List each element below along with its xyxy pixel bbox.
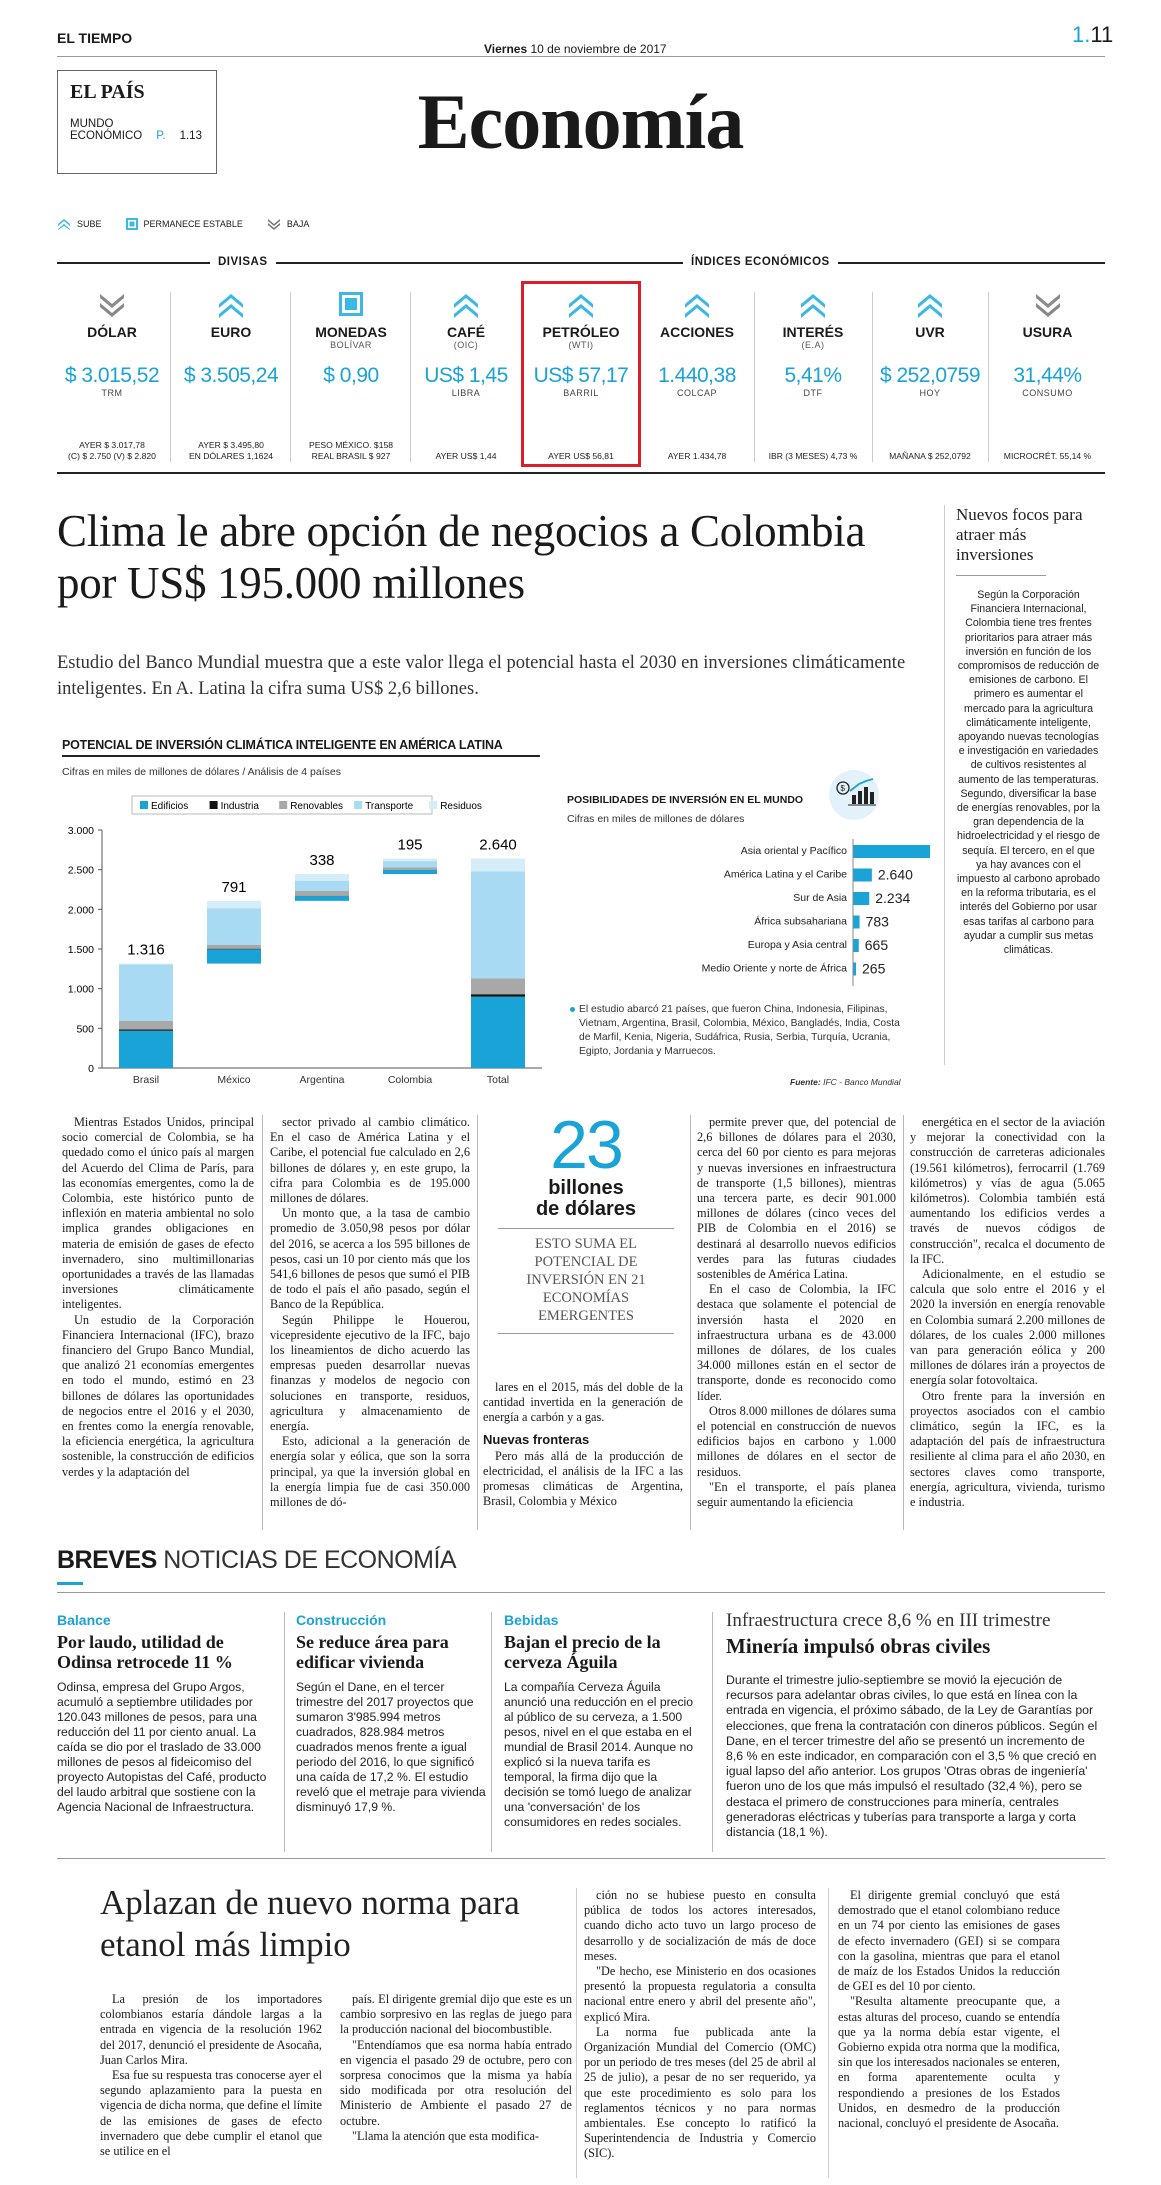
bar-total-label: 338 <box>309 852 335 870</box>
indicator-previous: MICROCRÉT. 55,14 % <box>1003 451 1092 461</box>
world-investment-bar-chart <box>560 835 930 995</box>
bar-segment-renovables <box>295 891 349 896</box>
paragraph: energética en el sector de la aviación y mejorar la conectividad con la construcción de carreteras adicionales (19.561 kilómetros), ferrocarril (1.769 kilómetros) y vías de agua (5.065 kilómetros). Colombia también está aumentando los edificios verdes a través de nuevos códigos de construcción", recalca el documento de la IFC. <box>910 1115 1105 1266</box>
trend-up-icon <box>57 218 71 230</box>
y-tick-label: 3.000 <box>67 825 94 837</box>
pull-unit: billones de dólares <box>535 1177 637 1220</box>
indicator-sub: (E.A) <box>801 340 825 350</box>
y-tick-label: 2.500 <box>67 864 94 877</box>
indicator-sub: BOLÍVAR <box>330 340 372 350</box>
chart1-legend <box>132 796 482 814</box>
x-tick-label: Argentina <box>299 1074 345 1086</box>
paragraph: La norma fue publicada ante la Organización Mundial del Comercio (OMC) por un periodo de tres meses (del 25 de abril al 25 de julio), a pesar de no ser requerido, ya que este procedimiento es solo para los reglamentos técnicos y no para normas ambientales. Ese concepto lo ratificó la Superintendencia de Industria y Comercio (SIC). <box>584 2024 816 2161</box>
pull-quote <box>486 1107 686 1334</box>
y-tick-label: 500 <box>76 1023 94 1036</box>
legend-label: Edificios <box>151 801 189 812</box>
chart1-title: POTENCIAL DE INVERSIÓN CLIMÁTICA INTELIGENTE EN AMÉRICA LATINA <box>62 738 540 757</box>
chart2-title: POSIBILIDADES DE INVERSIÓN EN EL MUNDO <box>567 794 804 806</box>
indicator-name: PETRÓLEO <box>542 324 620 340</box>
paragraph: Esto, adicional a la generación de energía solar y eólica, que son la sorra principal, ya que la inversión global en la energía limpia fue de casi 350.000 millones de dó- <box>270 1434 470 1510</box>
paragraph: ción no se hubiese puesto en consulta pública de todos los actores interesados, cuando dicho acto tuvo un largo proceso de desarrollo y de socialización de más de doce meses. <box>584 1888 816 1963</box>
indicator-8[interactable] <box>990 292 1105 462</box>
y-tick-label: 0 <box>88 1063 94 1075</box>
investment-stacked-chart <box>50 788 550 1088</box>
indicator-sub: (WTI) <box>568 340 594 350</box>
indicator-value: 1.440,38 <box>658 364 736 387</box>
bar-category-label: África subsahariana <box>754 915 847 928</box>
trend-up-icon <box>916 292 944 318</box>
bar-value-label: 265 <box>862 960 886 977</box>
bar-segment-transporte <box>295 881 349 891</box>
legend-swatch <box>354 801 362 809</box>
indicator-value: 5,41% <box>784 364 842 387</box>
indicator-previous: AYER $ 3.017,78 (C) $ 2.750 (V) $ 2.820 <box>68 440 156 461</box>
bar-value-label: 2.640 <box>877 866 913 883</box>
brief-bebidas[interactable] <box>504 1612 704 1830</box>
mundo-line1: MUNDO <box>70 118 114 130</box>
paragraph: Según Philippe le Houerou, vicepresidente ejecutivo de la IFC, bajo los lineamientos de dicho acuerdo las empresas pueden desarrollar nuevas finanzas y modelos de negocio con soluciones en transporte, residuos, agricultura y almacenamiento de energía. <box>270 1312 470 1434</box>
indicator-sub <box>990 340 1105 354</box>
bar-category-label: Asia oriental y Pacífico <box>740 845 847 857</box>
indices-header: ÍNDICES ECONÓMICOS <box>683 256 838 268</box>
bar-segment-industria <box>207 949 261 950</box>
indicator-name: MONEDAS <box>315 324 387 340</box>
brief-body: Según el Dane, en el tercer trimestre del 2017 proyectos que sumaron 3'985.994 metros cuadrados, 828.984 metros cuadrados menos frente a igual periodo del 2016, lo que significó una caída de 17,2 %. El estudio reveló que el metraje para vivienda disminuyó 17,9 %. <box>296 1680 486 1814</box>
bar-total-label: 791 <box>221 878 247 896</box>
indicator-value: US$ 57,17 <box>533 364 629 387</box>
etanol-col-2 <box>340 1992 572 2144</box>
indicator-2[interactable] <box>295 292 407 462</box>
indicator-unit: BARRIL <box>563 388 599 398</box>
bar-segment-transporte <box>383 861 437 867</box>
indicator-value: $ 252,0759 <box>879 364 981 387</box>
indicator-previous: PESO MÉXICO. $158 REAL BRASIL $ 927 <box>308 440 394 461</box>
bar <box>853 892 869 905</box>
brief-kicker: Balance <box>57 1612 111 1628</box>
legend-label: Transporte <box>365 801 414 812</box>
etanol-headline: Aplazan de nuevo norma para etanol más limpio <box>100 1883 520 1964</box>
trend-up-icon <box>683 292 711 318</box>
indicator-previous: MAÑANA $ 252,0792 <box>889 451 971 461</box>
indicator-sub: (OIC) <box>453 340 479 350</box>
bar <box>853 939 859 952</box>
mundo-line2: ECONÓMICO P. 1.13 <box>70 130 202 142</box>
indicator-name: UVR <box>915 324 945 340</box>
chart1-subtitle: Cifras en miles de millones de dólares / Análisis de 4 países <box>62 766 341 778</box>
indicator-name: DÓLAR <box>87 324 137 340</box>
paragraph: El dirigente gremial concluyó que está demostrado que el etanol colombiano reduce en un 74 por ciento las emisiones de gases de efecto invernadero (GEI) si se compara con la gasolina, mientras que para el etanol de maíz de los Estados Unidos la reducción de GEI es del 10 por ciento. <box>838 1888 1060 1994</box>
indicator-6[interactable] <box>757 292 869 462</box>
col3-subhead: Nuevas fronteras <box>483 1431 590 1447</box>
feature-title: Minería impulsó obras civiles <box>726 1634 991 1658</box>
indicator-sub <box>57 340 167 354</box>
brief-body: La compañía Cerveza Águila anunció una reducción en el precio al público de su cerveza, a 1.500 pesos, nivel en el que estaba en el mundial de Brasil 2014. Aunque no explicó si la nueva tarifa es temporal, la firma dijo que la decisión se tomó luego de analizar una 'conversación' de los consumidores en redes sociales. <box>504 1680 694 1829</box>
sidebar <box>956 505 1101 957</box>
bar-segment-residuos <box>207 901 261 908</box>
paragraph: Un monto que, a la tasa de cambio promedio de 3.050,98 pesos por dólar del 2016, se acerca a los 595 billones de pesos, casi un 10 por ciento más que los 541,6 billones de pesos que sumó el PIB de todo el país el año pasado, según el Banco de la República. <box>270 1206 470 1312</box>
x-tick-label: Brasil <box>132 1074 160 1086</box>
y-tick-label: 2.000 <box>67 904 94 917</box>
indicator-name: ACCIONES <box>660 324 734 340</box>
etanol-col-4 <box>838 1888 1060 2131</box>
bar-segment-edificios <box>295 896 349 901</box>
brief-title: Se reduce área para edificar vivienda <box>296 1632 449 1672</box>
indicator-5[interactable] <box>643 292 751 462</box>
bar-segment-transporte <box>207 908 261 944</box>
article-col-2 <box>270 1115 470 1510</box>
pull-number: 23 <box>550 1107 622 1183</box>
trend-stable-icon <box>337 292 365 318</box>
indicator-unit: DTF <box>803 388 823 398</box>
bar-category-label: Medio Oriente y norte de África <box>701 962 847 975</box>
indicator-previous: AYER $ 3.495,80 EN DÓLARES 1,1624 <box>188 440 274 461</box>
indicator-0[interactable] <box>57 292 167 462</box>
y-tick-label: 1.500 <box>67 944 94 956</box>
paragraph: permite prever que, del potencial de 2,6 billones de dólares para el 2030, cerca del 60 por ciento es para mejoras y nuevas inversiones en infraestructura de transporte (1,5 billones), mientras una tercera parte, es decir 901.000 millones de dólares (cinco veces del PIB de Colombia en el 2016) se destinará al desarrollo nuevos edificios verdes para las futuras ciudades sostenibles de América Latina. <box>697 1115 896 1282</box>
paragraph: En el caso de Colombia, la IFC destaca que solamente el potencial de inversión hasta el 2020 en infraestructura urbana es de 43.000 millones de dólares, de los cuales 34.000 millones están en el sector de transporte, donde es reconocido como líder. <box>697 1282 896 1403</box>
brief-construccion[interactable] <box>296 1612 492 1815</box>
petroleo-highlight-box <box>521 281 641 467</box>
bar-segment-renovables <box>471 978 525 994</box>
paper-name: EL TIEMPO <box>57 30 133 46</box>
x-tick-label: Colombia <box>387 1074 433 1086</box>
trend-up-icon <box>799 292 827 318</box>
bar-segment-renovables <box>119 1021 173 1030</box>
indicator-sub <box>875 340 985 354</box>
article-deck: Estudio del Banco Mundial muestra que a este valor llega el potencial hasta el 2030 en inversiones climáticamente inteligentes. En A. Latina la cifra suma US$ 2,6 billones. <box>57 653 906 699</box>
chart2-subtitle: Cifras en miles de millones de dólares <box>567 813 745 825</box>
trend-down-icon <box>98 292 126 318</box>
bar-segment-residuos <box>383 859 437 862</box>
trend-down-icon <box>1034 292 1062 318</box>
indicator-value: US$ 1,45 <box>424 364 508 387</box>
etanol-col-3 <box>584 1888 816 2162</box>
indicator-unit: LIBRA <box>451 388 481 398</box>
bar-value-label: 665 <box>864 937 889 953</box>
page-number: 1.11 <box>1072 22 1114 47</box>
paragraph: Adicionalmente, en el estudio se calcula que solo entre el 2016 y el 2020 la inversión en energía renovable en Colombia sumará 2.200 millones de dólares, de los cuales 2.000 millones van para generación eólica y 200 millones de dólares irán a proyectos de energía solar fotovoltaica. <box>910 1267 1105 1388</box>
legend-label: Renovables <box>290 801 344 812</box>
bar-segment-edificios <box>207 949 261 963</box>
bar-segment-transporte <box>119 964 173 1020</box>
bar-segment-residuos <box>119 964 173 965</box>
brief-infraestructura[interactable] <box>726 1610 1104 1840</box>
indicator-previous: AYER US$ 1,44 <box>435 451 497 461</box>
trend-up-icon <box>217 292 245 318</box>
indicator-previous: AYER US$ 56,81 <box>548 451 614 461</box>
breves-label: BREVES NOTICIAS DE ECONOMÍA <box>57 1546 457 1574</box>
bar-segment-residuos <box>295 874 349 881</box>
pull-text: ESTO SUMA EL POTENCIAL DE INVERSIÓN EN 21 ECONOMÍAS EMERGENTES <box>526 1236 646 1324</box>
chart2-note: El estudio abarcó 21 países, que fueron China, Indonesia, Filipinas, Vietnam, Argentina, Brasil, Colombia, México, Bangladés, India, Costa de Marfil, Kenia, Nigeria, Sudáfrica, Rusia, Serbia, Turquía, Ucrania, Egipto, Jordania y Marruecos. <box>570 1003 900 1059</box>
indicator-value: 31,44% <box>1013 364 1082 387</box>
indicator-value: $ 3.015,52 <box>64 364 160 387</box>
trend-stable-icon <box>126 218 138 230</box>
brief-title: Por laudo, utilidad de Odinsa retrocede 11 % <box>57 1632 233 1672</box>
paragraph: "Resulta altamente preocupante que, a estas alturas del proceso, cuando se entendía que ya la norma debía estar vigente, el Gobierno expida otra norma que la modifica, sin que los interesados nacionales se enteren, en forma aparentemente oculta y respondiendo a presiones de los Estados Unidos, en desmedro de la producción nacional, concluyó el presidente de Asocaña. <box>838 1994 1060 2131</box>
bar-segment-transporte <box>471 871 525 978</box>
bar-category-label: Europa y Asia central <box>747 939 847 951</box>
bar-category-label: América Latina y el Caribe <box>723 868 847 881</box>
legend-swatch <box>279 801 287 809</box>
y-tick-label: 1.000 <box>67 983 94 996</box>
indicator-value: $ 0,90 <box>323 364 379 387</box>
chart-source: Fuente: IFC - Banco Mundial <box>790 1077 901 1087</box>
brief-kicker: Construcción <box>296 1612 387 1628</box>
bar <box>853 916 860 929</box>
legend-swatch <box>210 801 218 809</box>
divisas-header: DIVISAS <box>210 256 276 268</box>
bar-total-label: 1.316 <box>127 941 165 959</box>
paragraph: Un estudio de la Corporación Financiera Internacional (IFC), brazo financiero del Grupo Banco Mundial, que analizó 21 economías emergentes en todo el mundo, estimó en 23 billones de dólares las oportunidades de negocios entre el 2016 y el 2030, en frentes como la energía renovable, la eficiencia energética, la agricultura sostenible, la construcción de edificios verdes y la adaptación del <box>62 1312 254 1479</box>
indicator-previous: AYER 1.434,78 <box>667 451 727 461</box>
article-col-3 <box>483 1380 683 1509</box>
bar-category-label: Sur de Asia <box>793 892 847 904</box>
article-col-1 <box>62 1115 254 1480</box>
paragraph: país. El dirigente gremial dijo que este es un cambio sorpresivo en las reglas de juego para la producción nacional del biocombustible. <box>340 1992 572 2037</box>
money-growth-icon <box>826 769 882 821</box>
bar-value-label: 783 <box>865 913 889 930</box>
trend-down-icon <box>267 218 281 230</box>
indicator-sub <box>643 340 751 354</box>
sidebar-body: Según la Corporación Financiera Internacional, Colombia tiene tres frentes prioritarios para atraer más inversión en función de los compromisos de reducción de emisiones de carbono. El primero es aumentar el mercado para la agricultura climáticamente inteligente, apoyando nuevas tecnologías e investigación en variedades de cultivos resistentes al aumento de las temperaturas. Segundo, diversificar la base de energías renovables, por la gran dependencia de la hidroelectricidad y el riesgo de sequía. El tercero, en el que ya hay avances con el impuesto al carbono aprobado en la reforma tributaria, es el interés del Gobierno por usar esas tarifas al carbono para ayudar a cumplir sus metas climáticas. <box>956 589 1101 957</box>
paragraph: Pero más allá de la producción de electricidad, el análisis de la IFC a las promesas climáticas de Argentina, Brasil, Colombia y México <box>483 1448 683 1509</box>
bar-segment-edificios <box>471 997 525 1068</box>
x-tick-label: México <box>217 1074 251 1086</box>
indicator-unit: HOY <box>919 388 941 398</box>
paragraph: Otros 8.000 millones de dólares suma el potencial en construcción de nuevos edificios bajos en carbono y 1.000 millones de dólares en el sector de residuos. <box>697 1403 896 1479</box>
paragraph: "En el transporte, el país planea seguir aumentando la eficiencia <box>697 1479 896 1510</box>
brief-body: Odinsa, empresa del Grupo Argos, acumuló a septiembre utilidades por 120.043 millones de pesos, para una reducción del 11 por ciento anual. La caída se dio por el traslado de 33.000 millones de pesos al fideicomiso del proyecto Autopistas del Café, producto del laudo arbitral que sostiene con la Agencia Nacional de Infraestructura. <box>57 1680 267 1814</box>
x-tick-label: Total <box>486 1074 510 1086</box>
brief-title: Bajan el precio de la cerveza Águila <box>504 1632 661 1672</box>
bar-segment-renovables <box>383 867 437 869</box>
bar-value-label: 2.234 <box>875 890 911 906</box>
issue-date: Viernes 10 de noviembre de 2017 <box>484 42 667 56</box>
trend-legend: SUBE PERMANECE ESTABLE BAJA <box>57 218 309 230</box>
feature-body: Durante el trimestre julio-septiembre se movió la ejecución de recursos para adelantar obras civiles, lo que está en línea con la entrada en vigencia, el próximo sábado, de la Ley de Garantías por elecciones, que frena la contratación con dineros públicos. Según el Dane, en el tercer trimestre del año se presentó un incremento de 8,6 % en este indicador, en comparación con el 3,5 % que creció en igual lapso del año anterior. Los grupos 'Otras obras de ingeniería' fueron uno de los que más impulsó el resultado (32,4 %), pero se destaca el primero de construcciones para minería, centrales generadoras eléctricas y tuberías para transporte a larga y corta distancia (18,1 %). <box>726 1673 1098 1840</box>
bar-segment-industria <box>471 994 525 996</box>
bar-segment-edificios <box>383 870 437 874</box>
indicator-sub <box>175 340 287 354</box>
feature-kicker: Infraestructura crece 8,6 % en III trimestre <box>726 1610 1051 1631</box>
bar-segment-industria <box>119 1030 173 1031</box>
bar-segment-residuos <box>471 859 525 872</box>
indicator-previous: IBR (3 MESES) 4,73 % <box>768 451 858 461</box>
paragraph: "Llama la atención que esta modifica- <box>352 2128 539 2143</box>
indicator-name: INTERÉS <box>782 324 844 340</box>
sidebar-title: Nuevos focos para atraer más inversiones <box>956 505 1083 564</box>
paragraph: lares en el 2015, más del doble de la cantidad invertida en la generación de energía a carbón y a gas. <box>483 1380 683 1425</box>
article-col-4 <box>697 1115 896 1510</box>
section-title: Economía <box>417 78 744 165</box>
article-headline: Clima le abre opción de negocios a Colombia por US$ 195.000 millones <box>57 506 866 608</box>
paragraph: "De hecho, ese Ministerio en dos ocasiones presentó la propuesta regulatoria a consulta nacional entre enero y abril del presente año", explicó Mira. <box>584 1964 816 2024</box>
indicator-value: $ 3.505,24 <box>183 364 279 387</box>
indicator-7[interactable] <box>875 292 985 462</box>
paragraph: La presión de los importadores colombianos estaría dándole largas a la entrada en vigencia de la resolución 1962 del 2017, denunció el presidente de Asocaña, Juan Carlos Mira. <box>100 1992 322 2067</box>
brief-kicker: Bebidas <box>504 1612 559 1628</box>
bar <box>853 869 872 882</box>
etanol-col-1 <box>100 1992 322 2159</box>
indicator-name: CAFÉ <box>446 324 486 340</box>
indicator-unit: TRM <box>101 388 123 398</box>
paragraph: Esa fue su respuesta tras conocerse ayer el segundo aplazamiento para la puesta en vigencia de dicha norma, que define el límite de las emisiones de gases de efecto invernadero que debe cumplir el etanol que se utilice en el <box>100 2068 322 2159</box>
legend-swatch <box>429 801 437 809</box>
paragraph: Otro frente para la inversión en proyectos asociados con el cambio climático, según la IFC, es la adaptación del país de infraestructura resiliente al clima para el año 2030, en sectores claves como transporte, energía, agricultura, vivienda, turismo e industria. <box>910 1388 1105 1510</box>
legend-swatch <box>140 801 148 809</box>
indicator-name: EURO <box>210 324 252 340</box>
bar-segment-edificios <box>119 1031 173 1068</box>
svg-text:$: $ <box>840 784 845 793</box>
legend-label: Residuos <box>440 801 482 812</box>
indicator-3[interactable] <box>412 292 520 462</box>
bar <box>853 845 930 858</box>
legend-label: Industria <box>220 801 259 812</box>
indicator-name: USURA <box>1022 324 1073 340</box>
bar-total-label: 2.640 <box>479 836 517 854</box>
indicator-unit: COLCAP <box>676 388 717 398</box>
indicator-unit: CONSUMO <box>1022 388 1073 398</box>
paragraph: Mientras Estados Unidos, principal socio comercial de Colombia, se ha quedado como el único país al margen del Acuerdo del Clima de París, para las economías emergentes, como la de Colombia, este histórico punto de inflexión en materia ambiental no solo implica grandes obligaciones en materia de emisión de gases de efecto invernadero, sino multimillonarias oportunidades a través de las llamadas inversiones climáticamente inteligentes. <box>62 1115 254 1312</box>
paragraph: "Entendíamos que esa norma había entrado en vigencia el pasado 29 de octubre, pero con sorpresa conocimos que la misma ya había sido modificada por otra resolución del Ministerio de Ambiente el pasado 27 de octubre. <box>340 2037 572 2128</box>
brief-balance[interactable] <box>57 1612 277 1815</box>
trend-up-icon <box>452 292 480 318</box>
bar-segment-renovables <box>207 945 261 949</box>
article-col-5 <box>910 1115 1105 1510</box>
bar-total-label: 195 <box>397 836 423 854</box>
mundo-title: EL PAÍS <box>70 81 145 103</box>
paragraph: sector privado al cambio climático. En el caso de América Latina y el Caribe, el potencial fue calculado en 2,6 billones de dólares y, en este grupo, la cifra para Colombia es de 195.000 millones de dólares. <box>270 1115 470 1206</box>
indicator-1[interactable] <box>175 292 287 462</box>
